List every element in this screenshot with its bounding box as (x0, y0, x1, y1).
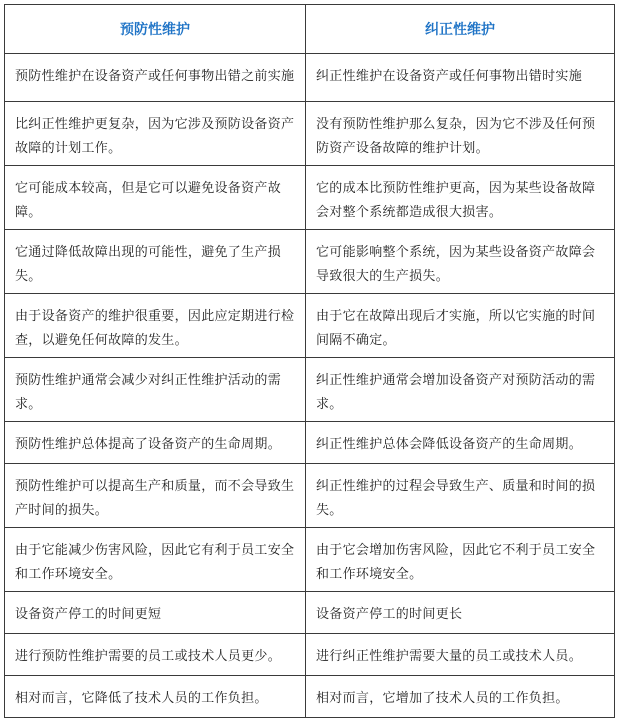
corrective-cell: 相对而言，它增加了技术人员的工作负担。 (306, 676, 615, 718)
table-row (5, 230, 615, 294)
corrective-cell: 纠正性维护的过程会导致生产、质量和时间的损失。 (306, 464, 615, 528)
corrective-cell: 没有预防性维护那么复杂，因为它不涉及任何预防资产设备故障的维护计划。 (306, 102, 615, 166)
corrective-cell: 纠正性维护通常会增加设备资产对预防活动的需求。 (306, 358, 615, 422)
corrective-cell: 进行纠正性维护需要大量的员工或技术人员。 (306, 634, 615, 676)
preventive-cell: 设备资产停工的时间更短 (5, 592, 306, 634)
preventive-cell: 由于它能减少伤害风险，因此它有利于员工安全和工作环境安全。 (5, 528, 306, 592)
preventive-cell: 由于设备资产的维护很重要，因此应定期进行检查，以避免任何故障的发生。 (5, 294, 306, 358)
corrective-cell: 纠正性维护在设备资产或任何事物出错时实施 (306, 54, 615, 102)
preventive-cell: 进行预防性维护需要的员工或技术人员更少。 (5, 634, 306, 676)
table-row (5, 634, 615, 676)
comparison-table (4, 4, 615, 718)
header-row (5, 5, 615, 54)
table-row (5, 358, 615, 422)
table-row (5, 102, 615, 166)
preventive-cell: 预防性维护通常会减少对纠正性维护活动的需求。 (5, 358, 306, 422)
preventive-cell: 预防性维护可以提高生产和质量，而不会导致生产时间的损失。 (5, 464, 306, 528)
corrective-cell: 它可能影响整个系统，因为某些设备资产故障会导致很大的生产损失。 (306, 230, 615, 294)
table-row (5, 422, 615, 464)
table-row (5, 676, 615, 718)
table-row (5, 528, 615, 592)
corrective-cell: 它的成本比预防性维护更高，因为某些设备故障会对整个系统都造成很大损害。 (306, 166, 615, 230)
preventive-cell: 它可能成本较高，但是它可以避免设备资产故障。 (5, 166, 306, 230)
table-row (5, 54, 615, 102)
corrective-cell: 由于它在故障出现后才实施，所以它实施的时间间隔不确定。 (306, 294, 615, 358)
corrective-cell: 纠正性维护总体会降低设备资产的生命周期。 (306, 422, 615, 464)
preventive-cell: 它通过降低故障出现的可能性，避免了生产损失。 (5, 230, 306, 294)
preventive-cell: 相对而言，它降低了技术人员的工作负担。 (5, 676, 306, 718)
preventive-cell: 预防性维护在设备资产或任何事物出错之前实施 (5, 54, 306, 102)
header-corrective: 纠正性维护 (306, 5, 615, 54)
table-row (5, 166, 615, 230)
corrective-cell: 由于它会增加伤害风险，因此它不利于员工安全和工作环境安全。 (306, 528, 615, 592)
header-preventive: 预防性维护 (5, 5, 306, 54)
table-row (5, 464, 615, 528)
table-row (5, 592, 615, 634)
preventive-cell: 比纠正性维护更复杂，因为它涉及预防设备资产故障的计划工作。 (5, 102, 306, 166)
table-row (5, 294, 615, 358)
preventive-cell: 预防性维护总体提高了设备资产的生命周期。 (5, 422, 306, 464)
corrective-cell: 设备资产停工的时间更长 (306, 592, 615, 634)
